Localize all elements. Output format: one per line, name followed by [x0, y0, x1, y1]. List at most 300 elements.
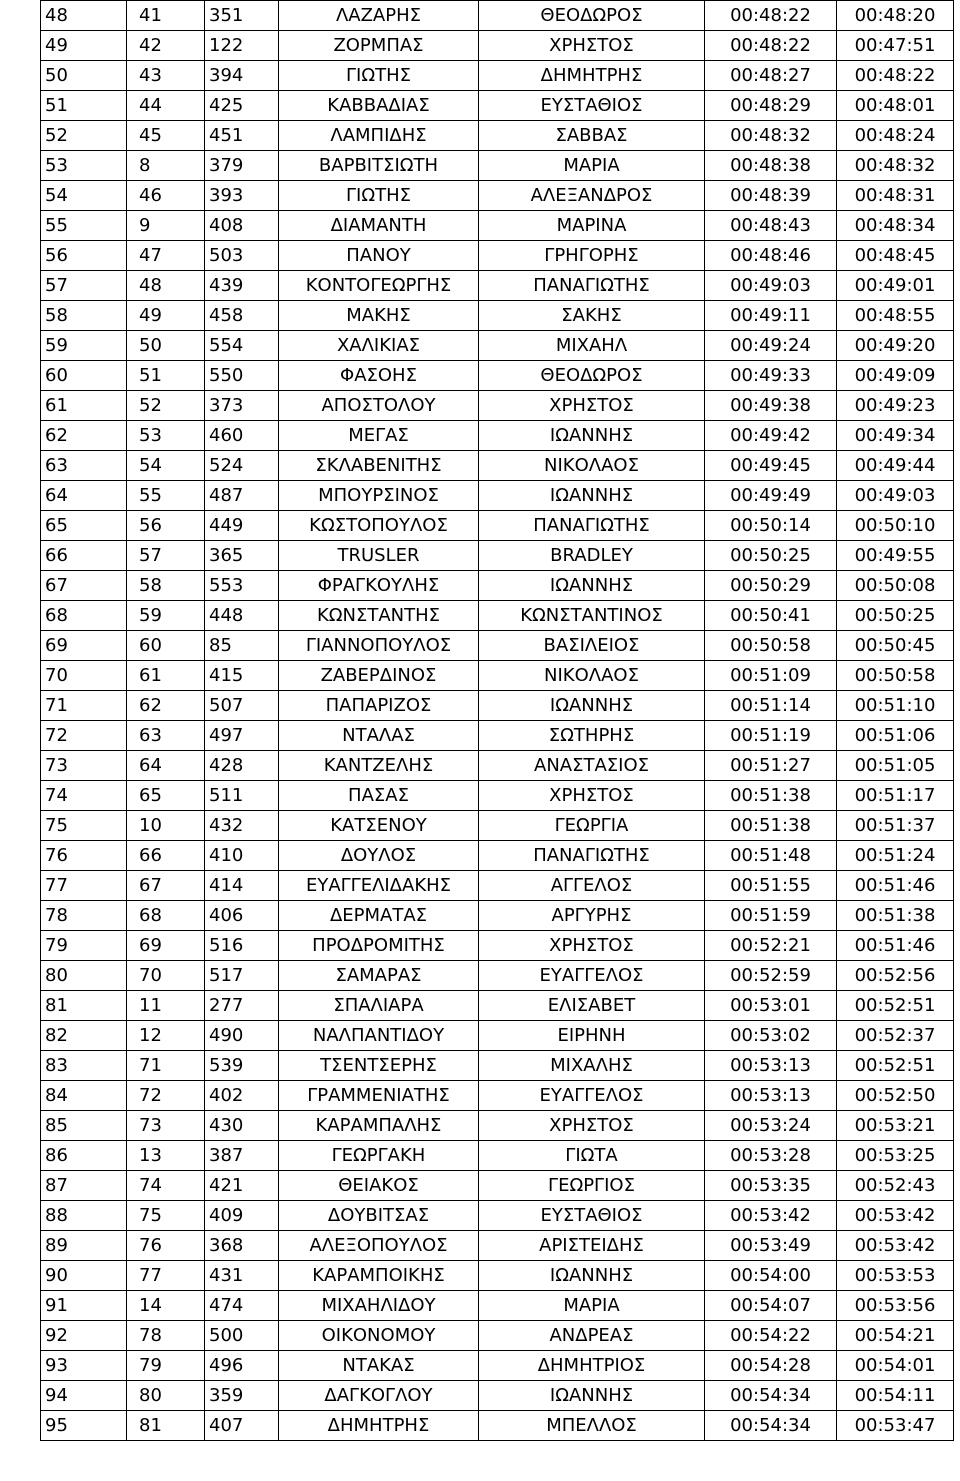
category-position-cell: 50	[127, 331, 205, 361]
first-name-cell: ΑΡΓΥΡΗΣ	[479, 901, 705, 931]
overall-position-cell: 48	[41, 1, 127, 31]
table-row	[41, 1381, 954, 1411]
surname-cell: ΤΣΕΝΤΣΕΡΗΣ	[279, 1051, 479, 1081]
overall-position-cell: 58	[41, 301, 127, 331]
table-row	[41, 961, 954, 991]
gun-time-cell: 00:53:01	[705, 991, 837, 1021]
table-row	[41, 1, 954, 31]
chip-time-cell: 00:50:58	[837, 661, 954, 691]
bib-number-cell: 351	[205, 1, 279, 31]
category-position-cell: 69	[127, 931, 205, 961]
bib-number-cell: 487	[205, 481, 279, 511]
overall-position-cell: 78	[41, 901, 127, 931]
bib-number-cell: 85	[205, 631, 279, 661]
table-row	[41, 1021, 954, 1051]
category-position-cell: 14	[127, 1291, 205, 1321]
table-row	[41, 1321, 954, 1351]
gun-time-cell: 00:48:29	[705, 91, 837, 121]
surname-cell: ΣΚΛΑΒΕΝΙΤΗΣ	[279, 451, 479, 481]
category-position-cell: 52	[127, 391, 205, 421]
table-row	[41, 841, 954, 871]
overall-position-cell: 69	[41, 631, 127, 661]
surname-cell: ΓΙΩΤΗΣ	[279, 181, 479, 211]
category-position-cell: 46	[127, 181, 205, 211]
surname-cell: ΧΑΛΙΚΙΑΣ	[279, 331, 479, 361]
overall-position-cell: 51	[41, 91, 127, 121]
bib-number-cell: 524	[205, 451, 279, 481]
gun-time-cell: 00:51:55	[705, 871, 837, 901]
chip-time-cell: 00:48:22	[837, 61, 954, 91]
table-row	[41, 181, 954, 211]
table-row	[41, 1081, 954, 1111]
first-name-cell: ΘΕΟΔΩΡΟΣ	[479, 361, 705, 391]
gun-time-cell: 00:49:33	[705, 361, 837, 391]
overall-position-cell: 62	[41, 421, 127, 451]
surname-cell: ΓΡΑΜΜΕΝΙΑΤΗΣ	[279, 1081, 479, 1111]
bib-number-cell: 539	[205, 1051, 279, 1081]
chip-time-cell: 00:48:55	[837, 301, 954, 331]
category-position-cell: 78	[127, 1321, 205, 1351]
gun-time-cell: 00:53:35	[705, 1171, 837, 1201]
gun-time-cell: 00:53:02	[705, 1021, 837, 1051]
gun-time-cell: 00:51:38	[705, 781, 837, 811]
chip-time-cell: 00:53:42	[837, 1231, 954, 1261]
gun-time-cell: 00:48:22	[705, 31, 837, 61]
gun-time-cell: 00:50:14	[705, 511, 837, 541]
bib-number-cell: 474	[205, 1291, 279, 1321]
surname-cell: ΑΛΕΞΟΠΟΥΛΟΣ	[279, 1231, 479, 1261]
gun-time-cell: 00:53:28	[705, 1141, 837, 1171]
category-position-cell: 47	[127, 241, 205, 271]
table-row	[41, 1291, 954, 1321]
first-name-cell: ΕΥΑΓΓΕΛΟΣ	[479, 1081, 705, 1111]
results-body	[41, 1, 954, 1441]
bib-number-cell: 511	[205, 781, 279, 811]
chip-time-cell: 00:48:32	[837, 151, 954, 181]
chip-time-cell: 00:48:31	[837, 181, 954, 211]
category-position-cell: 60	[127, 631, 205, 661]
overall-position-cell: 93	[41, 1351, 127, 1381]
chip-time-cell: 00:50:10	[837, 511, 954, 541]
overall-position-cell: 72	[41, 721, 127, 751]
category-position-cell: 63	[127, 721, 205, 751]
category-position-cell: 51	[127, 361, 205, 391]
surname-cell: ΠΑΝΟΥ	[279, 241, 479, 271]
overall-position-cell: 65	[41, 511, 127, 541]
surname-cell: ΜΠΟΥΡΣΙΝΟΣ	[279, 481, 479, 511]
first-name-cell: ΙΩΑΝΝΗΣ	[479, 481, 705, 511]
bib-number-cell: 516	[205, 931, 279, 961]
bib-number-cell: 409	[205, 1201, 279, 1231]
bib-number-cell: 402	[205, 1081, 279, 1111]
surname-cell: ΜΑΚΗΣ	[279, 301, 479, 331]
category-position-cell: 71	[127, 1051, 205, 1081]
category-position-cell: 12	[127, 1021, 205, 1051]
chip-time-cell: 00:52:51	[837, 991, 954, 1021]
table-row	[41, 751, 954, 781]
surname-cell: ΚΑΡΑΜΠΟΙΚΗΣ	[279, 1261, 479, 1291]
surname-cell: ΚΑΤΣΕΝΟΥ	[279, 811, 479, 841]
category-position-cell: 66	[127, 841, 205, 871]
first-name-cell: BRADLEY	[479, 541, 705, 571]
first-name-cell: ΘΕΟΔΩΡΟΣ	[479, 1, 705, 31]
first-name-cell: ΠΑΝΑΓΙΩΤΗΣ	[479, 511, 705, 541]
first-name-cell: ΕΛΙΣΑΒΕΤ	[479, 991, 705, 1021]
surname-cell: ΔΕΡΜΑΤΑΣ	[279, 901, 479, 931]
gun-time-cell: 00:48:22	[705, 1, 837, 31]
category-position-cell: 45	[127, 121, 205, 151]
category-position-cell: 73	[127, 1111, 205, 1141]
table-row	[41, 1261, 954, 1291]
category-position-cell: 11	[127, 991, 205, 1021]
gun-time-cell: 00:54:22	[705, 1321, 837, 1351]
table-row	[41, 211, 954, 241]
first-name-cell: ΕΙΡΗΝΗ	[479, 1021, 705, 1051]
table-row	[41, 301, 954, 331]
table-row	[41, 31, 954, 61]
surname-cell: ΕΥΑΓΓΕΛΙΔΑΚΗΣ	[279, 871, 479, 901]
bib-number-cell: 425	[205, 91, 279, 121]
bib-number-cell: 449	[205, 511, 279, 541]
category-position-cell: 62	[127, 691, 205, 721]
table-row	[41, 331, 954, 361]
first-name-cell: ΣΑΚΗΣ	[479, 301, 705, 331]
bib-number-cell: 496	[205, 1351, 279, 1381]
chip-time-cell: 00:54:21	[837, 1321, 954, 1351]
table-row	[41, 781, 954, 811]
first-name-cell: ΓΙΩΤΑ	[479, 1141, 705, 1171]
gun-time-cell: 00:48:43	[705, 211, 837, 241]
table-row	[41, 91, 954, 121]
chip-time-cell: 00:52:43	[837, 1171, 954, 1201]
category-position-cell: 53	[127, 421, 205, 451]
surname-cell: ΔΗΜΗΤΡΗΣ	[279, 1411, 479, 1441]
chip-time-cell: 00:51:17	[837, 781, 954, 811]
category-position-cell: 56	[127, 511, 205, 541]
gun-time-cell: 00:49:49	[705, 481, 837, 511]
category-position-cell: 59	[127, 601, 205, 631]
table-row	[41, 241, 954, 271]
surname-cell: ΠΡΟΔΡΟΜΙΤΗΣ	[279, 931, 479, 961]
surname-cell: ΔΙΑΜΑΝΤΗ	[279, 211, 479, 241]
overall-position-cell: 68	[41, 601, 127, 631]
chip-time-cell: 00:53:25	[837, 1141, 954, 1171]
first-name-cell: ΑΝΔΡΕΑΣ	[479, 1321, 705, 1351]
gun-time-cell: 00:48:38	[705, 151, 837, 181]
bib-number-cell: 414	[205, 871, 279, 901]
gun-time-cell: 00:52:21	[705, 931, 837, 961]
surname-cell: ΟΙΚΟΝΟΜΟΥ	[279, 1321, 479, 1351]
first-name-cell: ΑΓΓΕΛΟΣ	[479, 871, 705, 901]
category-position-cell: 48	[127, 271, 205, 301]
gun-time-cell: 00:54:07	[705, 1291, 837, 1321]
surname-cell: TRUSLER	[279, 541, 479, 571]
chip-time-cell: 00:52:56	[837, 961, 954, 991]
bib-number-cell: 359	[205, 1381, 279, 1411]
category-position-cell: 54	[127, 451, 205, 481]
gun-time-cell: 00:51:38	[705, 811, 837, 841]
category-position-cell: 10	[127, 811, 205, 841]
chip-time-cell: 00:53:56	[837, 1291, 954, 1321]
first-name-cell: ΙΩΑΝΝΗΣ	[479, 1381, 705, 1411]
surname-cell: ΦΡΑΓΚΟΥΛΗΣ	[279, 571, 479, 601]
table-row	[41, 721, 954, 751]
category-position-cell: 68	[127, 901, 205, 931]
bib-number-cell: 553	[205, 571, 279, 601]
bib-number-cell: 368	[205, 1231, 279, 1261]
table-row	[41, 1051, 954, 1081]
chip-time-cell: 00:54:01	[837, 1351, 954, 1381]
category-position-cell: 13	[127, 1141, 205, 1171]
bib-number-cell: 373	[205, 391, 279, 421]
first-name-cell: ΓΡΗΓΟΡΗΣ	[479, 241, 705, 271]
gun-time-cell: 00:48:39	[705, 181, 837, 211]
gun-time-cell: 00:49:38	[705, 391, 837, 421]
gun-time-cell: 00:48:27	[705, 61, 837, 91]
surname-cell: ΓΙΑΝΝΟΠΟΥΛΟΣ	[279, 631, 479, 661]
table-row	[41, 901, 954, 931]
bib-number-cell: 439	[205, 271, 279, 301]
overall-position-cell: 71	[41, 691, 127, 721]
overall-position-cell: 66	[41, 541, 127, 571]
first-name-cell: ΕΥΑΓΓΕΛΟΣ	[479, 961, 705, 991]
category-position-cell: 55	[127, 481, 205, 511]
category-position-cell: 67	[127, 871, 205, 901]
surname-cell: ΒΑΡΒΙΤΣΙΩΤΗ	[279, 151, 479, 181]
gun-time-cell: 00:49:11	[705, 301, 837, 331]
table-row	[41, 121, 954, 151]
gun-time-cell: 00:54:34	[705, 1381, 837, 1411]
table-row	[41, 151, 954, 181]
first-name-cell: ΑΝΑΣΤΑΣΙΟΣ	[479, 751, 705, 781]
overall-position-cell: 84	[41, 1081, 127, 1111]
gun-time-cell: 00:51:14	[705, 691, 837, 721]
category-position-cell: 80	[127, 1381, 205, 1411]
chip-time-cell: 00:49:20	[837, 331, 954, 361]
gun-time-cell: 00:50:58	[705, 631, 837, 661]
overall-position-cell: 75	[41, 811, 127, 841]
overall-position-cell: 53	[41, 151, 127, 181]
gun-time-cell: 00:53:49	[705, 1231, 837, 1261]
surname-cell: ΚΑΝΤΖΕΛΗΣ	[279, 751, 479, 781]
table-row	[41, 1111, 954, 1141]
bib-number-cell: 421	[205, 1171, 279, 1201]
table-row	[41, 601, 954, 631]
category-position-cell: 65	[127, 781, 205, 811]
bib-number-cell: 277	[205, 991, 279, 1021]
chip-time-cell: 00:50:25	[837, 601, 954, 631]
overall-position-cell: 74	[41, 781, 127, 811]
chip-time-cell: 00:49:23	[837, 391, 954, 421]
gun-time-cell: 00:49:45	[705, 451, 837, 481]
chip-time-cell: 00:51:46	[837, 931, 954, 961]
chip-time-cell: 00:47:51	[837, 31, 954, 61]
gun-time-cell: 00:50:25	[705, 541, 837, 571]
bib-number-cell: 500	[205, 1321, 279, 1351]
first-name-cell: ΠΑΝΑΓΙΩΤΗΣ	[479, 841, 705, 871]
surname-cell: ΓΙΩΤΗΣ	[279, 61, 479, 91]
bib-number-cell: 517	[205, 961, 279, 991]
surname-cell: ΑΠΟΣΤΟΛΟΥ	[279, 391, 479, 421]
first-name-cell: ΔΗΜΗΤΡΗΣ	[479, 61, 705, 91]
surname-cell: ΔΟΥΒΙΤΣΑΣ	[279, 1201, 479, 1231]
surname-cell: ΘΕΙΑΚΟΣ	[279, 1171, 479, 1201]
first-name-cell: ΜΙΧΑΗΛ	[479, 331, 705, 361]
overall-position-cell: 55	[41, 211, 127, 241]
bib-number-cell: 497	[205, 721, 279, 751]
bib-number-cell: 410	[205, 841, 279, 871]
gun-time-cell: 00:51:27	[705, 751, 837, 781]
table-row	[41, 871, 954, 901]
bib-number-cell: 550	[205, 361, 279, 391]
first-name-cell: ΕΥΣΤΑΘΙΟΣ	[479, 91, 705, 121]
category-position-cell: 49	[127, 301, 205, 331]
overall-position-cell: 59	[41, 331, 127, 361]
chip-time-cell: 00:54:11	[837, 1381, 954, 1411]
table-row	[41, 361, 954, 391]
table-row	[41, 1231, 954, 1261]
first-name-cell: ΣΩΤΗΡΗΣ	[479, 721, 705, 751]
bib-number-cell: 458	[205, 301, 279, 331]
bib-number-cell: 122	[205, 31, 279, 61]
first-name-cell: ΜΑΡΙΝΑ	[479, 211, 705, 241]
gun-time-cell: 00:54:28	[705, 1351, 837, 1381]
chip-time-cell: 00:51:06	[837, 721, 954, 751]
table-row	[41, 1411, 954, 1441]
gun-time-cell: 00:53:24	[705, 1111, 837, 1141]
gun-time-cell: 00:50:29	[705, 571, 837, 601]
first-name-cell: ΜΑΡΙΑ	[479, 1291, 705, 1321]
overall-position-cell: 91	[41, 1291, 127, 1321]
first-name-cell: ΑΛΕΞΑΝΔΡΟΣ	[479, 181, 705, 211]
first-name-cell: ΧΡΗΣΤΟΣ	[479, 391, 705, 421]
table-row	[41, 661, 954, 691]
bib-number-cell: 365	[205, 541, 279, 571]
first-name-cell: ΧΡΗΣΤΟΣ	[479, 781, 705, 811]
surname-cell: ΣΑΜΑΡΑΣ	[279, 961, 479, 991]
overall-position-cell: 77	[41, 871, 127, 901]
overall-position-cell: 52	[41, 121, 127, 151]
surname-cell: ΠΑΣΑΣ	[279, 781, 479, 811]
chip-time-cell: 00:49:03	[837, 481, 954, 511]
overall-position-cell: 76	[41, 841, 127, 871]
first-name-cell: ΝΙΚΟΛΑΟΣ	[479, 661, 705, 691]
surname-cell: ΚΑΡΑΜΠΑΛΗΣ	[279, 1111, 479, 1141]
table-row	[41, 691, 954, 721]
table-row	[41, 1141, 954, 1171]
overall-position-cell: 89	[41, 1231, 127, 1261]
bib-number-cell: 554	[205, 331, 279, 361]
overall-position-cell: 50	[41, 61, 127, 91]
first-name-cell: ΜΠΕΛΛΟΣ	[479, 1411, 705, 1441]
bib-number-cell: 407	[205, 1411, 279, 1441]
chip-time-cell: 00:51:05	[837, 751, 954, 781]
first-name-cell: ΣΑΒΒΑΣ	[479, 121, 705, 151]
chip-time-cell: 00:49:34	[837, 421, 954, 451]
surname-cell: ΜΙΧΑΗΛΙΔΟΥ	[279, 1291, 479, 1321]
table-row	[41, 421, 954, 451]
first-name-cell: ΚΩΝΣΤΑΝΤΙΝΟΣ	[479, 601, 705, 631]
overall-position-cell: 80	[41, 961, 127, 991]
chip-time-cell: 00:48:20	[837, 1, 954, 31]
overall-position-cell: 73	[41, 751, 127, 781]
chip-time-cell: 00:53:53	[837, 1261, 954, 1291]
gun-time-cell: 00:54:00	[705, 1261, 837, 1291]
surname-cell: ΝΤΑΚΑΣ	[279, 1351, 479, 1381]
overall-position-cell: 82	[41, 1021, 127, 1051]
overall-position-cell: 90	[41, 1261, 127, 1291]
category-position-cell: 79	[127, 1351, 205, 1381]
category-position-cell: 81	[127, 1411, 205, 1441]
gun-time-cell: 00:51:48	[705, 841, 837, 871]
category-position-cell: 70	[127, 961, 205, 991]
first-name-cell: ΠΑΝΑΓΙΩΤΗΣ	[479, 271, 705, 301]
table-row	[41, 931, 954, 961]
table-row	[41, 1171, 954, 1201]
first-name-cell: ΧΡΗΣΤΟΣ	[479, 931, 705, 961]
overall-position-cell: 54	[41, 181, 127, 211]
chip-time-cell: 00:52:51	[837, 1051, 954, 1081]
surname-cell: ΣΠΑΛΙΑΡΑ	[279, 991, 479, 1021]
overall-position-cell: 86	[41, 1141, 127, 1171]
overall-position-cell: 87	[41, 1171, 127, 1201]
overall-position-cell: 79	[41, 931, 127, 961]
table-row	[41, 811, 954, 841]
category-position-cell: 61	[127, 661, 205, 691]
surname-cell: ΝΑΛΠΑΝΤΙΔΟΥ	[279, 1021, 479, 1051]
chip-time-cell: 00:51:38	[837, 901, 954, 931]
table-row	[41, 571, 954, 601]
table-row	[41, 511, 954, 541]
chip-time-cell: 00:52:50	[837, 1081, 954, 1111]
overall-position-cell: 92	[41, 1321, 127, 1351]
bib-number-cell: 448	[205, 601, 279, 631]
chip-time-cell: 00:49:55	[837, 541, 954, 571]
surname-cell: ΜΕΓΑΣ	[279, 421, 479, 451]
gun-time-cell: 00:53:13	[705, 1051, 837, 1081]
first-name-cell: ΧΡΗΣΤΟΣ	[479, 1111, 705, 1141]
table-row	[41, 271, 954, 301]
first-name-cell: ΙΩΑΝΝΗΣ	[479, 571, 705, 601]
overall-position-cell: 61	[41, 391, 127, 421]
first-name-cell: ΕΥΣΤΑΘΙΟΣ	[479, 1201, 705, 1231]
chip-time-cell: 00:49:01	[837, 271, 954, 301]
first-name-cell: ΜΑΡΙΑ	[479, 151, 705, 181]
chip-time-cell: 00:51:37	[837, 811, 954, 841]
bib-number-cell: 428	[205, 751, 279, 781]
surname-cell: ΛΑΖΑΡΗΣ	[279, 1, 479, 31]
first-name-cell: ΓΕΩΡΓΙΑ	[479, 811, 705, 841]
first-name-cell: ΝΙΚΟΛΑΟΣ	[479, 451, 705, 481]
first-name-cell: ΙΩΑΝΝΗΣ	[479, 691, 705, 721]
category-position-cell: 57	[127, 541, 205, 571]
surname-cell: ΛΑΜΠΙΔΗΣ	[279, 121, 479, 151]
overall-position-cell: 57	[41, 271, 127, 301]
chip-time-cell: 00:50:08	[837, 571, 954, 601]
results-table	[40, 0, 954, 1441]
overall-position-cell: 83	[41, 1051, 127, 1081]
bib-number-cell: 432	[205, 811, 279, 841]
surname-cell: ΝΤΑΛΑΣ	[279, 721, 479, 751]
surname-cell: ΖΟΡΜΠΑΣ	[279, 31, 479, 61]
category-position-cell: 42	[127, 31, 205, 61]
category-position-cell: 58	[127, 571, 205, 601]
surname-cell: ΚΩΣΤΟΠΟΥΛΟΣ	[279, 511, 479, 541]
overall-position-cell: 88	[41, 1201, 127, 1231]
category-position-cell: 64	[127, 751, 205, 781]
surname-cell: ΔΑΓΚΟΓΛΟΥ	[279, 1381, 479, 1411]
chip-time-cell: 00:49:09	[837, 361, 954, 391]
